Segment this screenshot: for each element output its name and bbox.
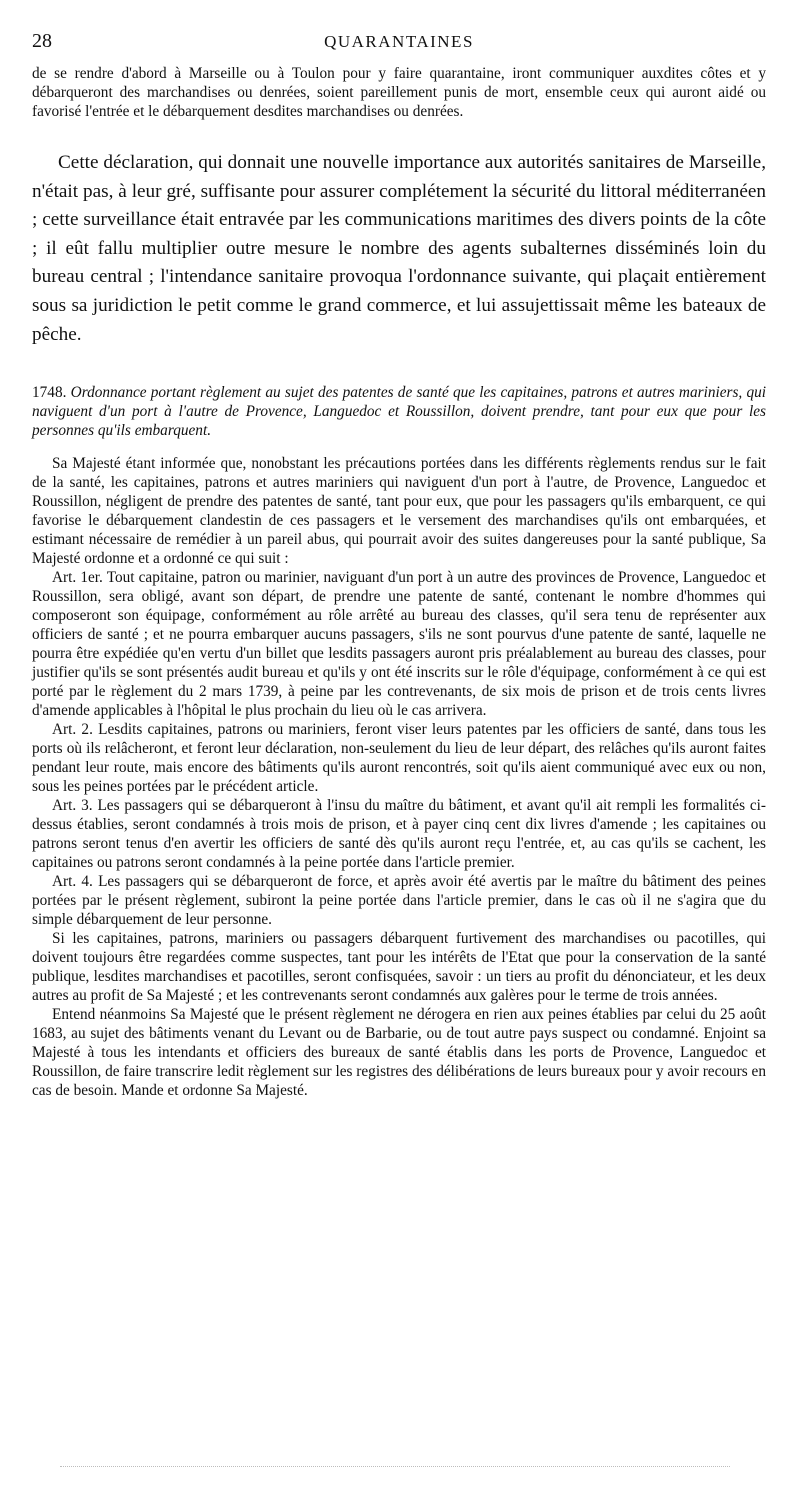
ordinance-year: 1748.	[32, 384, 67, 402]
article-1	[32, 568, 766, 720]
contraband-paragraph: Si les capitaines, patrons, mariniers ou passagers débarquent furtivement des marchandises ou pacotilles, qui doivent toujours être regardées comme suspectes, tant pour les intérêts de l'Etat que pour la conservation de la santé publique, lesdites marchandises et pacotilles, seront confisquées, savoir : un tiers au profit du dénonciateur, et les deux autres au profit de Sa Majesté ; et les contrevenants seront condamnés aux galères pour le terme de trois années.	[32, 930, 766, 1005]
ordinance-title	[32, 383, 766, 440]
article-2-label: Art. 2.	[52, 721, 93, 739]
footer-rule	[60, 1466, 730, 1467]
article-3-text: Les passagers qui se débarqueront à l'insu du maître du bâtiment, et avant qu'il ait rempli les formalités ci-dessus établies, seront condamnés à trois mois de prison, et à payer cinq cent dix livres d'amende ; les capitaines ou patrons seront tenus d'en avertir les officiers de santé dès qu'ils auront reçu l'entrée, et, au cas qu'ils se cachent, les capitaines ou patrons seront condamnés à la peine portée dans l'article premier.	[32, 797, 767, 872]
article-3-label: Art. 3.	[52, 797, 93, 815]
intro-paragraph: de se rendre d'abord à Marseille ou à Toulon pour y faire quarantaine, iront communiquer auxdites côtes et y débarqueront des marchandises ou denrées, soient pareillement punis de mort, ensemble ceux qui auront aidé ou favorisé l'entrée et le débarquement desdites marchandises ou denrées.	[32, 65, 766, 120]
article-3	[32, 796, 766, 872]
ordinance-preamble: Sa Majesté étant informée que, nonobstant les précautions portées dans les différents règlements rendus sur le fait de la santé, les capitaines, patrons et autres mariniers qui naviguent d'un port à l'autre, de Provence, Languedoc et Roussillon, négligent de prendre des patentes de santé, tant pour eux, que pour les passagers qu'ils embarquent, ce qui favorise le débarquement clandestin de ces passagers et le versement des marchandises qu'ils ont embarquées, et estimant nécessaire de remédier à un pareil abus, qui pourrait avoir des suites dangereuses pour la santé publique, Sa Majesté ordonne et a ordonné ce qui suit :	[32, 455, 766, 568]
ordinance-title-text: Ordonnance portant règlement au sujet des patentes de santé que les capitaines, patrons et autres mariniers, qui naviguent d'un port à l'autre de Provence, Languedoc et Roussillon, doivent prendre, tant pour eux que pour les personnes qu'ils embarquent.	[32, 384, 766, 440]
page-number: 28	[32, 30, 52, 52]
article-4	[32, 872, 766, 929]
article-4-label: Art. 4.	[52, 873, 93, 891]
article-1-text: Tout capitaine, patron ou marinier, naviguant d'un port à un autre des provinces de Provence, Languedoc et Roussillon, sera obligé, avant son départ, de prendre une patente de santé, contenant le nombre d'hommes qui composeront son équipage, conformément au rôle arrêté au bureau des classes, qu'il sera tenu de représenter aux officiers de santé ; et ne pourra embarquer aucuns passagers, s'ils ne sont pourvus d'une patente de santé, laquelle ne pourra être expédiée qu'en vertu d'un billet que lesdits passagers auront pris préalablement au bureau des classes, pour justifier qu'ils se sont présentés audit bureau et qu'ils y ont été inscrits sur le rôle d'équipage, conformément à ce qui est porté par le règlement du 2 mars 1739, à peine par les contrevenants, de six mois de prison et de trois cents livres d'amende applicables à l'hôpital le plus prochain du lieu où le cas arrivera.	[32, 569, 766, 720]
article-2	[32, 720, 766, 796]
final-paragraph: Entend néanmoins Sa Majesté que le présent règlement ne dérogera en rien aux peines établies par celui du 25 août 1683, au sujet des bâtiments venant du Levant ou de Barbarie, ou de tout autre pays suspect ou condamné. Enjoint sa Majesté à tous les intendants et officiers des bureaux de santé établis dans les ports de Provence, Languedoc et Roussillon, de faire transcrire ledit règlement sur les registres des délibérations de leurs bureaux pour y avoir recours en cas de besoin. Mande et ordonne Sa Majesté.	[32, 1006, 766, 1100]
page-header	[32, 30, 766, 56]
article-2-text: Lesdits capitaines, patrons ou mariniers, feront viser leurs patentes par les officiers de santé, dans tous les ports où ils relâcheront, et feront leur déclaration, non-seulement du lieu de leur départ, des relâches qu'ils auront faites pendant leur route, mais encore des bâtiments qu'ils auront rencontrés, soit qu'ils aient communiqué avec eux ou non, sous les peines portées par le précédent article.	[32, 721, 767, 796]
article-1-label: Art. 1er.	[52, 569, 103, 587]
commentary-paragraph: Cette déclaration, qui donnait une nouvelle importance aux autorités sanitaires de Marseille, n'était pas, à leur gré, suffisante pour assurer complétement la sécurité du littoral méditerranéen ; cette surveillance était entravée par les communications maritimes des divers points de la côte ; il eût fallu multiplier outre mesure le nombre des agents subalternes disséminés loin du bureau central ; l'intendance sanitaire provoqua l'ordonnance suivante, qui plaçait entièrement sous sa juridiction le petit comme le grand commerce, et lui assujettissait même les bateaux de pêche.	[32, 152, 766, 345]
running-title: QUARANTAINES	[324, 32, 474, 51]
article-4-text: Les passagers qui se débarqueront de force, et après avoir été avertis par le maître du bâtiment des peines portées par le présent règlement, subiront la peine portée dans l'article premier, dans le cas où il ne s'agira que du simple débarquement de leur personne.	[32, 873, 766, 929]
